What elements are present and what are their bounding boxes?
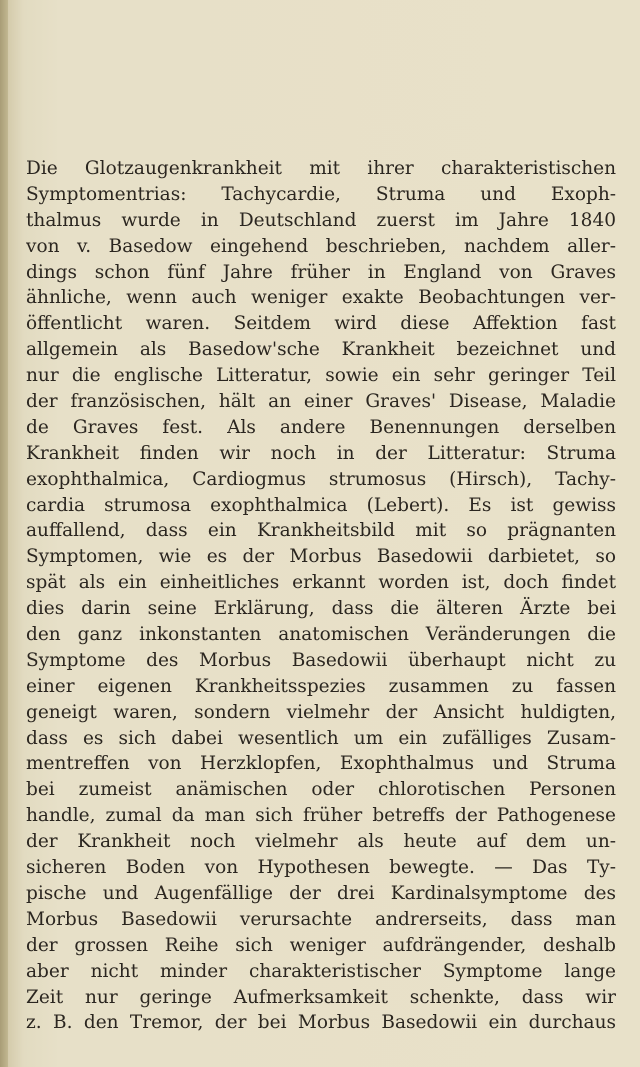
text-line: einer eigenen Krankheitsspezies zusammen zu fassen bbox=[26, 675, 616, 697]
text-line: sicheren Boden von Hypothesen bewegte. — Das Ty- bbox=[26, 857, 616, 879]
text-line: cardia strumosa exophthalmica (Lebert). Es ist gewiss bbox=[26, 494, 616, 516]
body-text bbox=[26, 156, 616, 1036]
text-line: Symptomentrias: Tachycardie, Struma und Exoph- bbox=[26, 183, 616, 205]
text-line: den ganz inkonstanten anatomischen Veränderungen die bbox=[26, 624, 616, 646]
text-line: Zeit nur geringe Aufmerksamkeit schenkte, dass wir bbox=[26, 986, 616, 1008]
text-line: von v. Basedow eingehend beschrieben, nachdem aller- bbox=[26, 235, 616, 257]
text-line: geneigt waren, sondern vielmehr der Ansicht huldigten, bbox=[26, 701, 616, 723]
text-line: thalmus wurde in Deutschland zuerst im Jahre 1840 bbox=[26, 209, 616, 231]
text-line: der Krankheit noch vielmehr als heute auf dem un- bbox=[26, 831, 616, 853]
text-line: exophthalmica, Cardiogmus strumosus (Hirsch), Tachy- bbox=[26, 468, 616, 490]
text-line: handle, zumal da man sich früher betreffs der Pathogenese bbox=[26, 805, 616, 827]
text-line: nur die englische Litteratur, sowie ein sehr geringer Teil bbox=[26, 365, 616, 387]
text-line: bei zumeist anämischen oder chlorotischen Personen bbox=[26, 779, 616, 801]
text-line: Morbus Basedowii verursachte andrerseits, dass man bbox=[26, 908, 616, 930]
text-line: pische und Augenfällige der drei Kardinalsymptome des bbox=[26, 882, 616, 904]
text-line: aber nicht minder charakteristischer Symptome lange bbox=[26, 960, 616, 982]
text-line: der grossen Reihe sich weniger aufdrängender, deshalb bbox=[26, 934, 616, 956]
text-line: dings schon fünf Jahre früher in England von Graves bbox=[26, 261, 616, 283]
text-line: ähnliche, wenn auch weniger exakte Beobachtungen ver- bbox=[26, 287, 616, 309]
text-line: spät als ein einheitliches erkannt worden ist, doch findet bbox=[26, 572, 616, 594]
text-line: de Graves fest. Als andere Benennungen derselben bbox=[26, 416, 616, 438]
text-line: öffentlicht waren. Seitdem wird diese Affektion fast bbox=[26, 313, 616, 335]
text-line: dass es sich dabei wesentlich um ein zufälliges Zusam- bbox=[26, 727, 616, 749]
text-line: Die Glotzaugenkrankheit mit ihrer charakteristischen bbox=[26, 158, 616, 179]
text-line: Symptomen, wie es der Morbus Basedowii darbietet, so bbox=[26, 546, 616, 568]
text-line: Symptome des Morbus Basedowii überhaupt nicht zu bbox=[26, 649, 616, 671]
text-line: z. B. den Tremor, der bei Morbus Basedowii ein durchaus bbox=[26, 1012, 616, 1034]
text-line: mentreffen von Herzklopfen, Exophthalmus und Struma bbox=[26, 753, 616, 775]
text-line: dies darin seine Erklärung, dass die älteren Ärzte bei bbox=[26, 598, 616, 620]
text-line: auffallend, dass ein Krankheitsbild mit so prägnanten bbox=[26, 520, 616, 542]
text-line: allgemein als Basedow'sche Krankheit bezeichnet und bbox=[26, 339, 616, 361]
page-binding-edge bbox=[0, 0, 8, 1067]
text-line: der französischen, hält an einer Graves' Disease, Maladie bbox=[26, 391, 616, 413]
text-line: Krankheit finden wir noch in der Litteratur: Struma bbox=[26, 442, 616, 464]
